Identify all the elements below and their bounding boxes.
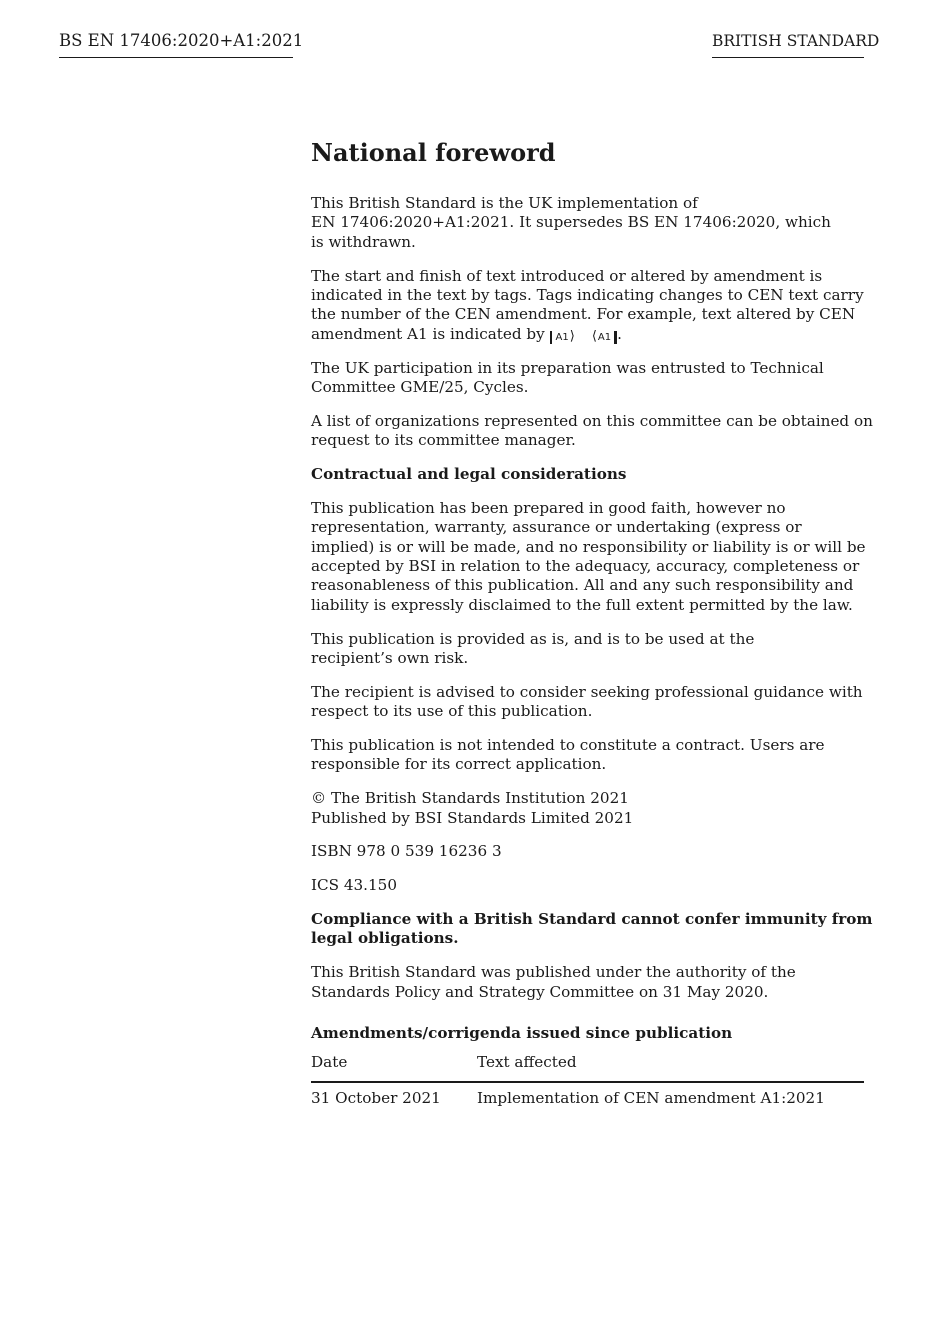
text-line: This British Standard was published under the authority of the (311, 963, 796, 982)
text-line: Published by BSI Standards Limited 2021 (311, 808, 634, 827)
text-line: responsible for its correct application. (311, 755, 607, 774)
tag-label: A1 (597, 331, 612, 343)
table-header-row (311, 1053, 864, 1081)
text-line: Compliance with a British Standard cannot confer immunity from (311, 910, 873, 929)
text-line: is withdrawn. (311, 232, 416, 251)
text-line: request to its committee manager. (311, 431, 576, 450)
text-line: Committee GME/25, Cycles. (311, 378, 529, 397)
page-title: National foreword (311, 138, 556, 167)
table-row (311, 1082, 864, 1108)
text-line: © The British Standards Institution 2021 (311, 789, 629, 808)
text-line (311, 325, 864, 344)
isbn: ISBN 978 0 539 16236 3 (311, 842, 502, 861)
text-line: recipient’s own risk. (311, 649, 469, 668)
participation-paragraph (311, 359, 864, 398)
column-header-date: Date (311, 1053, 477, 1081)
ics-code: ICS 43.150 (311, 876, 397, 895)
text-line: The start and finish of text introduced or altered by amendment is (311, 266, 823, 285)
foreword-content (311, 138, 873, 1108)
text-line: respect to its use of this publication. (311, 702, 593, 721)
amendment-start-tag-icon (550, 331, 578, 344)
compliance-notice (311, 910, 873, 949)
amendment-date: 31 October 2021 (311, 1088, 441, 1107)
amendment-tags-paragraph (311, 267, 864, 345)
as-is-paragraph (311, 630, 864, 669)
text-line: implied) is or will be made, and no responsibility or liability is or will be (311, 537, 866, 556)
text-line: legal obligations. (311, 929, 459, 948)
text-fragment: . (617, 324, 622, 343)
amendments-table (311, 1053, 864, 1108)
tag-label: A1 (555, 331, 569, 343)
text-line: reasonableness of this publication. All and any such responsibility and (311, 576, 854, 595)
contractual-heading: Contractual and legal considerations (311, 465, 627, 484)
text-line: The recipient is advised to consider seeking professional guidance with (311, 682, 863, 701)
implementation-paragraph (311, 194, 864, 252)
amendment-text-affected: Implementation of CEN amendment A1:2021 (477, 1088, 825, 1107)
text-fragment: amendment A1 is indicated by (311, 324, 545, 343)
text-line: A list of organizations represented on this committee can be obtained on (311, 411, 873, 430)
text-line: This publication is not intended to constitute a contract. Users are (311, 736, 825, 755)
contract-paragraph (311, 736, 864, 775)
text-line: This publication is provided as is, and is to be used at the (311, 629, 755, 648)
text-line: This British Standard is the UK implementation of (311, 194, 698, 212)
good-faith-paragraph (311, 499, 864, 615)
text-line: EN 17406:2020+A1:2021. It supersedes BS EN 17406:2020, which (311, 213, 831, 232)
authority-paragraph (311, 963, 864, 1002)
text-line: indicated in the text by tags. Tags indicating changes to CEN text carry (311, 286, 864, 305)
text-line: the number of the CEN amendment. For example, text altered by CEN (311, 305, 856, 324)
copyright-paragraph (311, 789, 864, 828)
amendments-heading: Amendments/corrigenda issued since publication (311, 1024, 733, 1043)
header-document-type: BRITISH STANDARD (712, 30, 864, 58)
text-line: accepted by BSI in relation to the adequacy, accuracy, completeness or (311, 557, 860, 576)
amendment-end-tag-icon (588, 331, 617, 344)
organizations-paragraph (311, 411, 873, 451)
text-line: representation, warranty, assurance or undertaking (express or (311, 518, 802, 537)
header-document-id: BS EN 17406:2020+A1:2021 (59, 30, 293, 58)
column-header-text-affected: Text affected (477, 1053, 864, 1081)
text-line: liability is expressly disclaimed to the full extent permitted by the law. (311, 595, 853, 614)
guidance-paragraph (311, 683, 864, 722)
text-line: This publication has been prepared in good faith, however no (311, 498, 786, 517)
text-line: Standards Policy and Strategy Committee on 31 May 2020. (311, 982, 769, 1001)
text-line: The UK participation in its preparation was entrusted to Technical (311, 358, 824, 377)
